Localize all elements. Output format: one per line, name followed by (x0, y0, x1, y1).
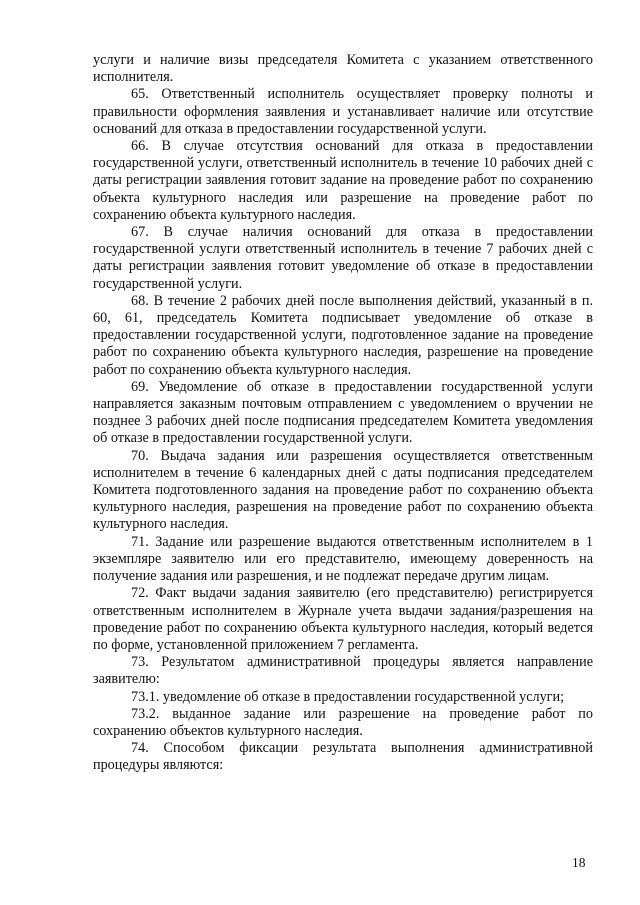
paragraph-74: 74. Способом фиксации результата выполнения административной процедуры являются: (93, 740, 593, 774)
paragraph-73-1: 73.1. уведомление об отказе в предоставлении государственной услуги; (131, 688, 565, 705)
paragraph-72: 72. Факт выдачи задания заявителю (его представителю) регистрируется ответственным исполнителем в Журнале учета выдачи задания/разрешения на проведение работ по сохранению объекта культурного наследия, который ведется по форме, установленной приложением 7 регламента. (93, 585, 593, 653)
paragraph-73: 73. Результатом административной процедуры является направление заявителю: (93, 654, 593, 688)
document-body (93, 52, 593, 775)
paragraph-73-2: 73.2. выданное задание или разрешение на проведение работ по сохранению объектов культурного наследия. (93, 705, 593, 739)
paragraph-70: 70. Выдача задания или разрешения осуществляется ответственным исполнителем в течение 6 календарных дней с даты подписания председателем Комитета подготовленного задания на проведение работ по сохранению объекта культурного наследия, разрешения на проведение работ по сохранению объекта культурного наследия. (93, 447, 593, 533)
paragraph-65: 65. Ответственный исполнитель осуществляет проверку полноты и правильности оформления заявления и устанавливает наличие или отсутствие оснований для отказа в предоставлении государственной услуги. (93, 86, 593, 137)
paragraph-71: 71. Задание или разрешение выдаются ответственным исполнителем в 1 экземпляре заявителю или его представителю, имеющему доверенность на получение задания или разрешения, и не подлежат передаче другим лицам. (93, 533, 593, 585)
paragraph-67: 67. В случае наличия оснований для отказа в предоставлении государственной услуги ответственный исполнитель в течение 7 рабочих дней с даты регистрации заявления готовит уведомление об отказе в предоставлении государственной услуги. (93, 224, 593, 292)
paragraph-69: 69. Уведомление об отказе в предоставлении государственной услуги направляется заказным почтовым отправлением с уведомлением о вручении не позднее 3 рабочих дней после подписания председателем Комитета уведомления об отказе в предоставлении государственной услуги. (93, 378, 593, 447)
paragraph-68: 68. В течение 2 рабочих дней после выполнения действий, указанный в п. 60, 61, председатель Комитета подписывает уведомление об отказе в предоставлении государственной услуги, подготовленное задание на проведение работ по сохранению объекта культурного наследия, разрешение на проведение работ по сохранению объекта культурного наследия. (93, 292, 593, 378)
page-number: 18 (572, 855, 586, 870)
paragraph-continuation: услуги и наличие визы председателя Комитета с указанием ответственного исполнителя. (93, 52, 593, 86)
paragraph-66: 66. В случае отсутствия оснований для отказа в предоставлении государственной услуги, ответственный исполнитель в течение 10 рабочих дней с даты регистрации заявления готовит задание на проведение работ по сохранению объекта культурного наследия или разрешение на проведение работ по сохранению объекта культурного наследия. (93, 138, 593, 223)
